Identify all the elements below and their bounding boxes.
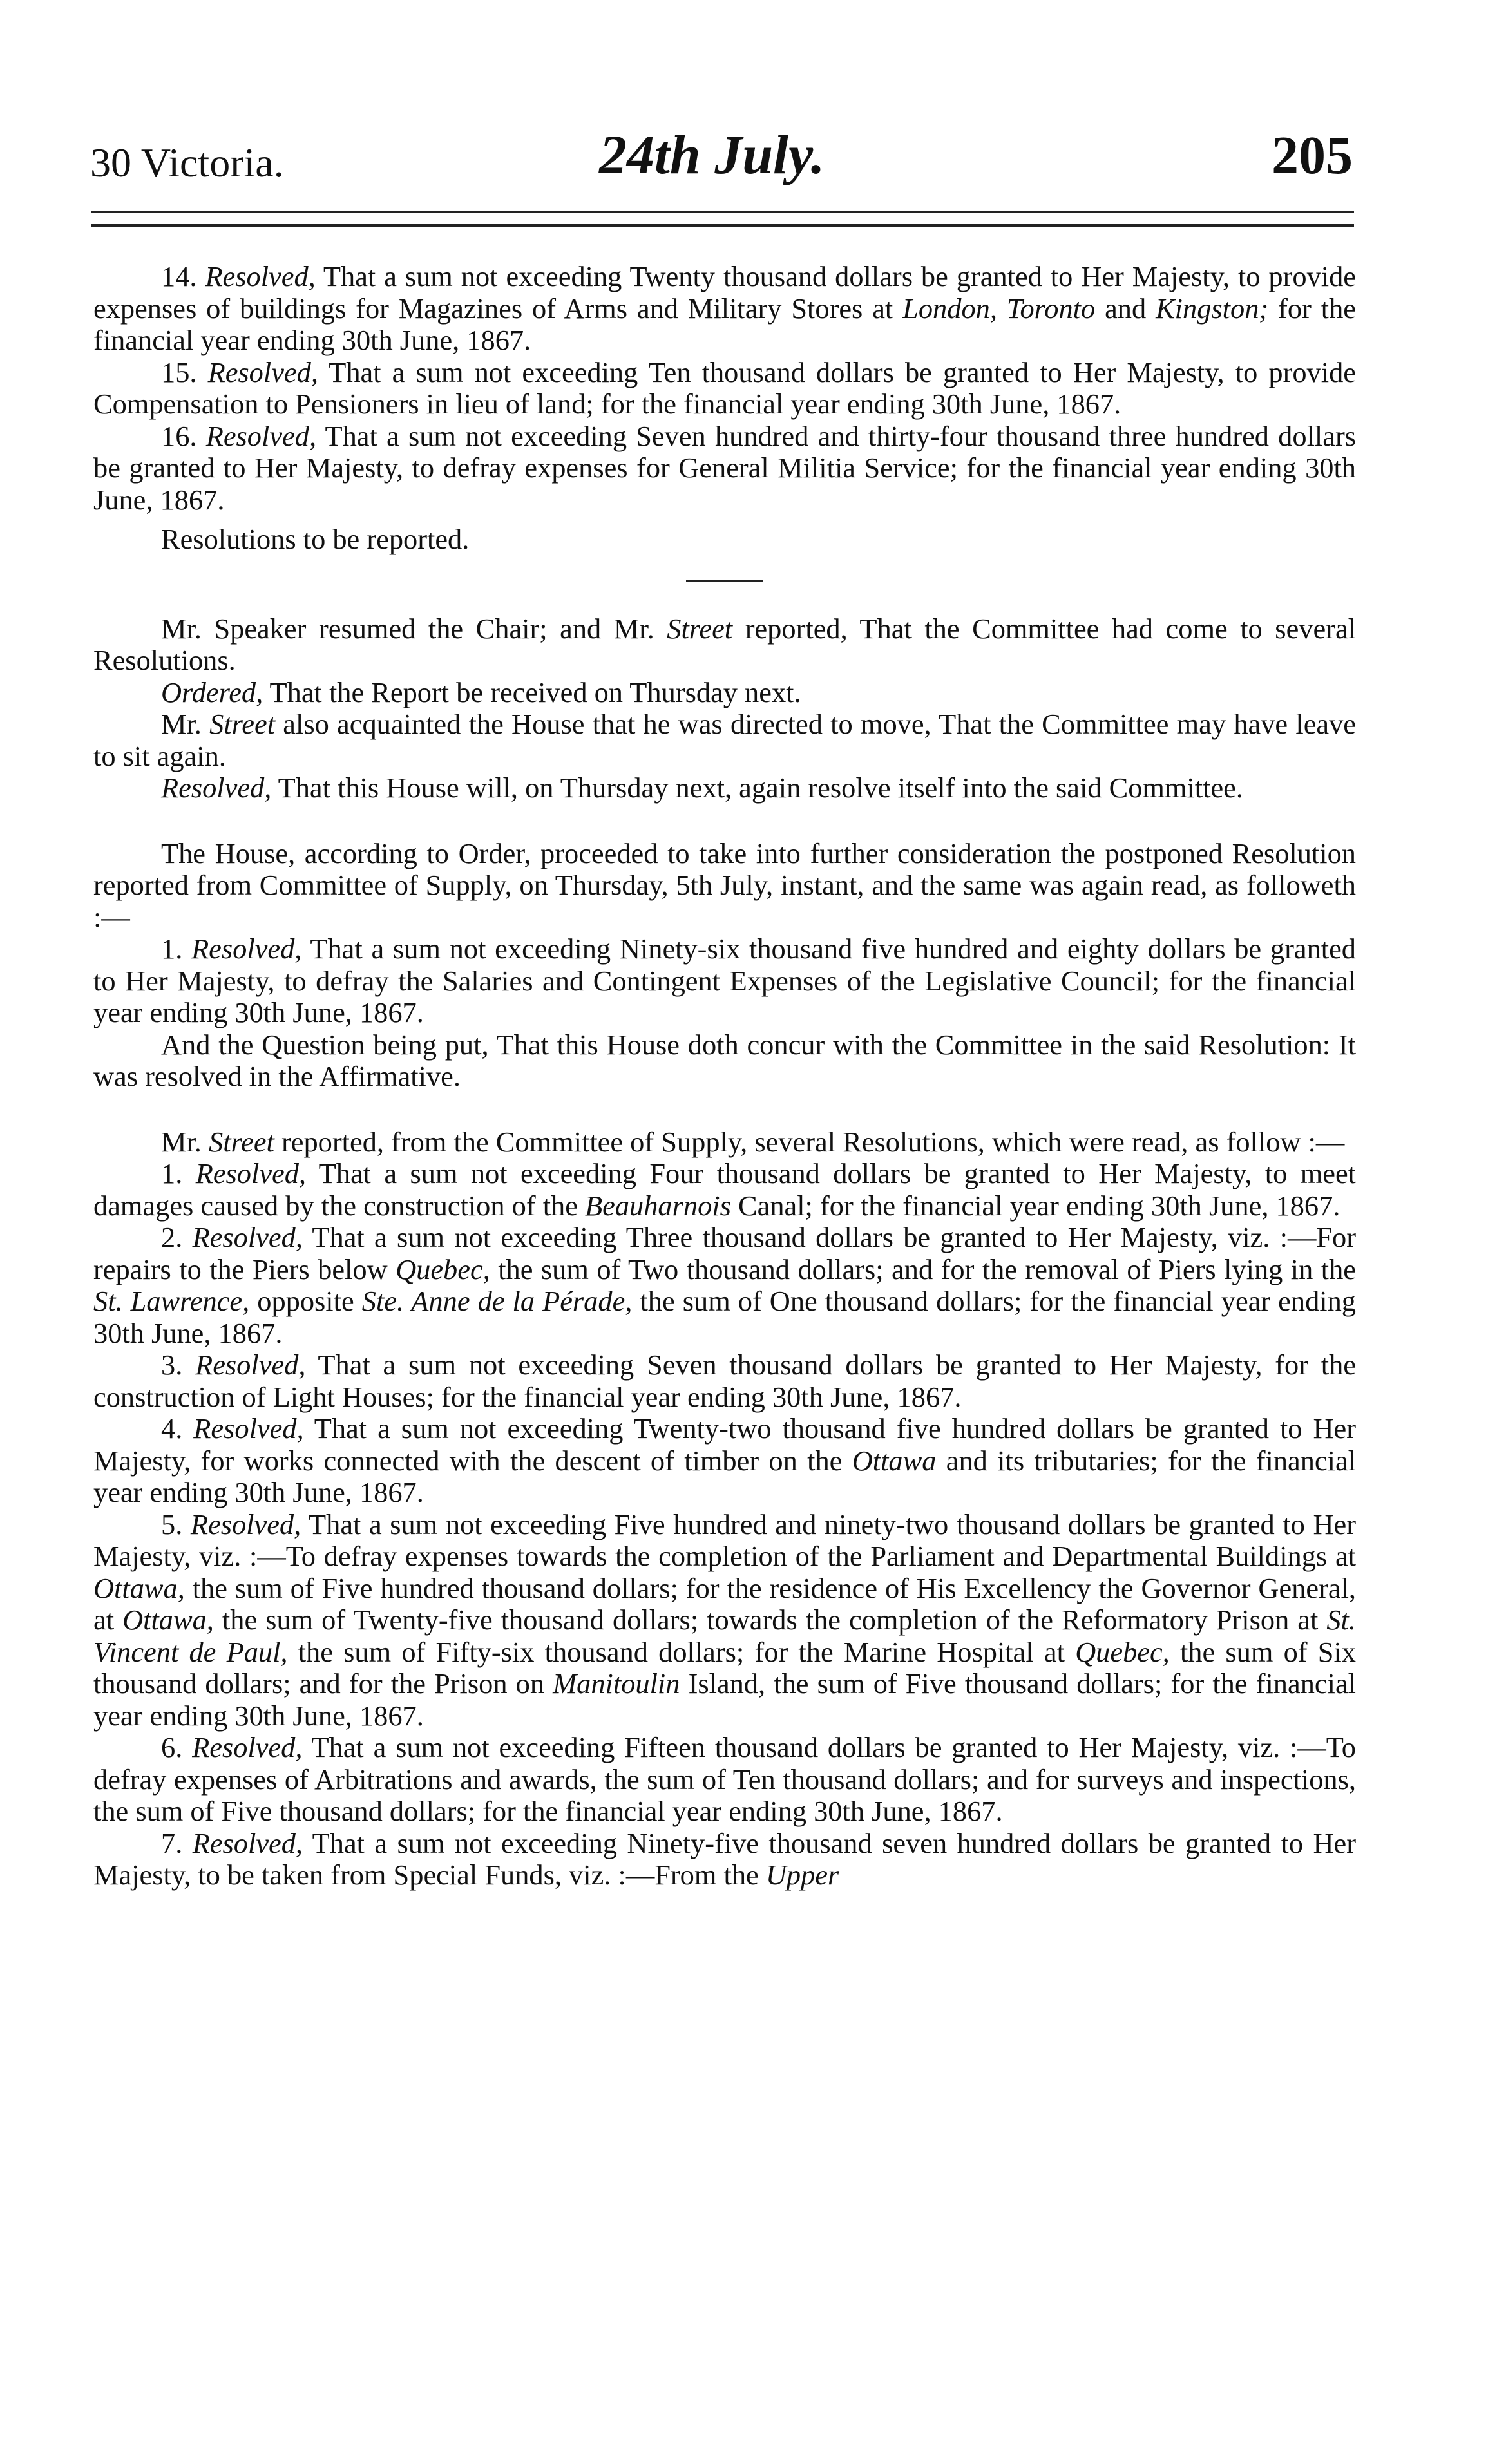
paragraph (93, 1349, 1356, 1413)
text-run: 4. (161, 1412, 194, 1445)
paragraph (93, 1828, 1356, 1891)
text-run: Resolutions to be reported. (161, 523, 470, 555)
text-run: That a sum not exceeding Five hundred and ninety-two thousand dollars be granted to Her Majesty, viz. :—To defray expenses towards the completion of the Parliament and Departmental Buildings at (93, 1508, 1356, 1572)
paragraph (93, 838, 1356, 934)
text-run: That a sum not exceeding Twenty thousand dollars be granted to Her Majesty, to provide expenses of buildings for Magazines of Arms and Military Stores at (93, 260, 1356, 325)
italic-text: Beauharnois (585, 1189, 731, 1222)
text-run: 1. (161, 933, 192, 965)
text-run: 2. (161, 1221, 193, 1253)
italic-text: Resolved, (192, 1731, 303, 1763)
text-run: Mr. (161, 708, 210, 740)
text-run: reported, from the Committee of Supply, several Resolutions, which were read, as follow :— (274, 1125, 1345, 1158)
section-rule (686, 580, 763, 582)
text-run: That a sum not exceeding Fifteen thousand dollars be granted to Her Majesty, viz. :—To defray expenses of Arbitrations and awards, the sum of Ten thousand dollars; and for surveys and inspections, the sum of Five thousand dollars; for the financial year ending 30th June, 1867. (93, 1731, 1356, 1827)
italic-text: Quebec, (396, 1253, 490, 1285)
text-run: Canal; for the financial year ending 30th June, 1867. (730, 1189, 1340, 1222)
paragraph (93, 261, 1356, 357)
paragraph (93, 933, 1356, 1029)
paragraph (93, 1222, 1356, 1349)
italic-text: Resolved, (192, 1221, 303, 1253)
paragraph (93, 613, 1356, 677)
paragraph (93, 1158, 1356, 1222)
italic-text: Resolved, (195, 1157, 307, 1189)
italic-text: Resolved, (207, 355, 318, 388)
paragraph (93, 1509, 1356, 1732)
italic-text: Ottawa (852, 1444, 937, 1477)
text-run: 6. (161, 1731, 193, 1763)
text-run: Mr. (161, 1125, 209, 1158)
text-run: That this House will, on Thursday next, again resolve itself into the said Committee. (271, 772, 1243, 804)
italic-text: Street (209, 708, 276, 740)
text-run: the sum of Six thousand dollars; and for the Prison on (93, 1635, 1356, 1700)
text-run: That a sum not exceeding Ninety-six thousand five hundred and eighty dollars be granted to Her Majesty, to defray the Salaries and Contingent Expenses of the Legislative Council; for the financial year ending 30th June, 1867. (93, 933, 1356, 1028)
paragraph (93, 1413, 1356, 1509)
italic-text: St. Vincent de Paul, (93, 1604, 1356, 1668)
paragraph (93, 708, 1356, 772)
header-rule-thin (91, 211, 1354, 213)
paragraph (93, 772, 1356, 804)
text-run: That a sum not exceeding Seven thousand dollars be granted to Her Majesty, for the construction of Light Houses; for the financial year ending 30th June, 1867. (93, 1349, 1357, 1413)
text-run: 3. (161, 1349, 196, 1381)
text-run: the sum of Five hundred thousand dollars; for the residence of His Excellency the Governor General, at (93, 1571, 1356, 1636)
text-run: That a sum not exceeding Twenty-two thousand five hundred dollars be granted to Her Majesty, for works connected with the descent of timber on the (93, 1412, 1357, 1477)
text-run: and its tributaries; for the financial year ending 30th June, 1867. (93, 1444, 1356, 1508)
italic-text: Street (667, 612, 733, 645)
text-run: 14. (161, 260, 205, 292)
journal-body (93, 261, 1356, 1891)
paragraph (93, 524, 1356, 556)
header-rule-thick (91, 224, 1354, 227)
italic-text: Ordered, (161, 676, 263, 708)
text-run: That a sum not exceeding Four thousand dollars be granted to Her Majesty, to meet damages caused by the construction of the (93, 1157, 1356, 1222)
italic-text: Resolved, (190, 1508, 301, 1540)
session-label: 30 Victoria. (90, 140, 284, 185)
text-run: also acquainted the House that he was directed to move, That the Committee may have leave to sit again. (93, 708, 1357, 772)
italic-text: Manitoulin (553, 1667, 680, 1700)
paragraph (93, 1029, 1356, 1093)
text-run: for the financial year ending 30th June, 1867. (93, 292, 1356, 356)
italic-text: Resolved, (193, 1412, 304, 1445)
text-run: the sum of One thousand dollars; for the financial year ending 30th June, 1867. (93, 1285, 1357, 1349)
text-run: That a sum not exceeding Ten thousand dollars be granted to Her Majesty, to provide Compensation to Pensioners in lieu of land; for the financial year ending 30th June, 1867. (93, 355, 1356, 420)
italic-text: Upper (765, 1859, 839, 1891)
text-run: 7. (161, 1826, 193, 1859)
italic-text: Street (209, 1125, 274, 1158)
text-run: The House, according to Order, proceeded to take into further consideration the postponed Resolution reported from Committee of Supply, on Thursday, 5th July, instant, and the same was again read, as followeth :— (93, 837, 1356, 933)
paragraph (93, 677, 1356, 709)
text-run: That the Report be received on Thursday next. (263, 676, 801, 708)
paragraph (93, 1126, 1356, 1159)
text-run: 5. (161, 1508, 191, 1540)
italic-text: Quebec, (1075, 1635, 1170, 1668)
italic-text: Resolved, (192, 1826, 303, 1859)
text-run: That a sum not exceeding Seven hundred and thirty-four thousand three hundred dollars be granted to Her Majesty, to defray expenses for General Militia Service; for the financial year ending 30th June, 1867. (93, 419, 1356, 516)
italic-text: Kingston; (1156, 292, 1269, 325)
italic-text: Ste. Anne de la Pérade, (361, 1285, 633, 1317)
italic-text: Resolved, (195, 1349, 306, 1381)
italic-text: Ottawa, (122, 1604, 214, 1636)
italic-text: Resolved, (205, 260, 316, 292)
text-run: 16. (161, 419, 206, 452)
italic-text: St. Lawrence, (93, 1285, 250, 1317)
text-run: That a sum not exceeding Three thousand dollars be granted to Her Majesty, viz. :—For repairs to the Piers below (93, 1221, 1357, 1285)
page-header (90, 109, 1353, 187)
page-date: 24th July. (599, 124, 825, 185)
page-number: 205 (1272, 126, 1353, 185)
text-run: 15. (161, 355, 208, 388)
paragraph (93, 1732, 1356, 1828)
text-run: and (1095, 292, 1156, 325)
text-run: opposite (249, 1285, 362, 1317)
text-run: the sum of Two thousand dollars; and for the removal of Piers lying in the (490, 1253, 1357, 1285)
paragraph (93, 357, 1356, 421)
text-run: 1. (161, 1157, 196, 1189)
italic-text: Resolved, (205, 419, 317, 452)
italic-text: Ottawa, (93, 1571, 185, 1604)
text-run: That a sum not exceeding Ninety-five thousand seven hundred dollars be granted to Her Majesty, to be taken from Special Funds, viz. :—From the (93, 1826, 1356, 1891)
italic-text: London, Toronto (902, 292, 1096, 325)
paragraph (93, 421, 1356, 516)
italic-text: Resolved, (191, 933, 302, 965)
text-run: And the Question being put, That this House doth concur with the Committee in the said Resolution: It was resolved in the Affirmative. (93, 1028, 1356, 1092)
text-run: the sum of Fifty-six thousand dollars; for the Marine Hospital at (287, 1635, 1076, 1668)
text-run: the sum of Twenty-five thousand dollars; towards the completion of the Reformatory Prison at (213, 1604, 1327, 1636)
text-run: reported, That the Committee had come to several Resolutions. (93, 612, 1356, 676)
italic-text: Resolved, (161, 772, 272, 804)
text-run: Mr. Speaker resumed the Chair; and Mr. (161, 612, 667, 645)
text-run: Island, the sum of Five thousand dollars; for the financial year ending 30th June, 1867. (93, 1667, 1356, 1732)
